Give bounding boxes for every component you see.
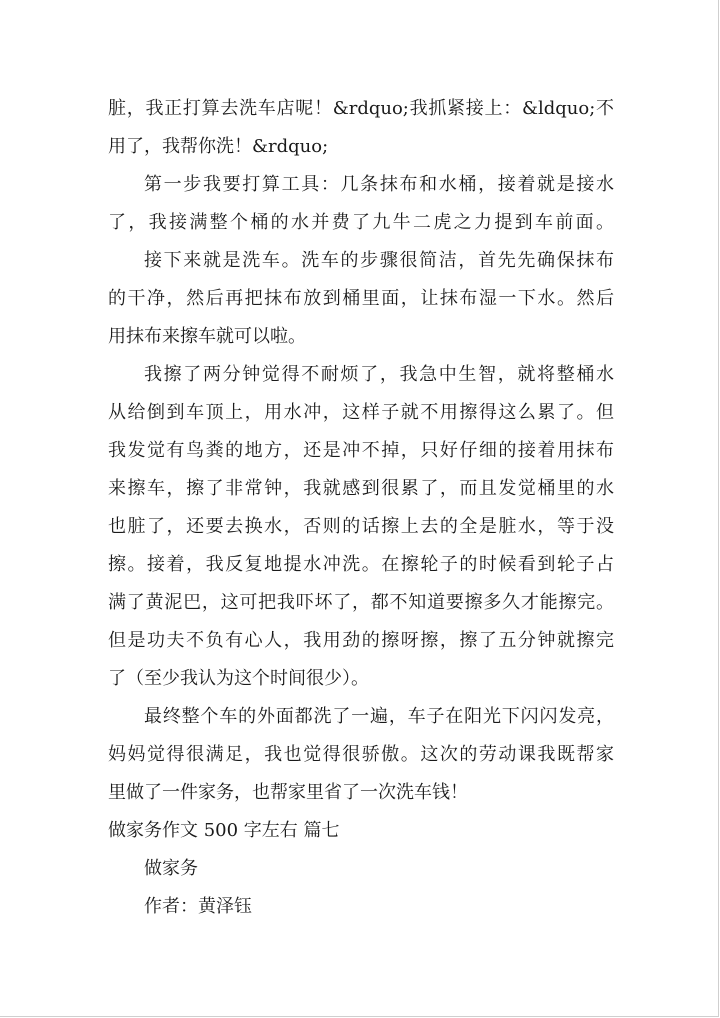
text-line: 擦。接着，我反复地提水冲洗。在擦轮子的时候看到轮子占 bbox=[108, 554, 614, 575]
text-line: 满了黄泥巴，这可把我吓坏了，都不知道要擦多久才能擦完。 bbox=[108, 592, 614, 613]
text-line: 我发觉有鸟粪的地方，还是冲不掉，只好仔细的接着用抹布 bbox=[108, 440, 614, 461]
text-line: 了，我接满整个桶的水并费了九牛二虎之力提到车前面。 bbox=[108, 212, 614, 233]
text-line: 妈妈觉得很满足，我也觉得很骄傲。这次的劳动课我既帮家 bbox=[108, 744, 614, 765]
text-line: 我擦了两分钟觉得不耐烦了，我急中生智，就将整桶水 bbox=[144, 364, 614, 385]
text-line: 里做了一件家务，也帮家里省了一次洗车钱！ bbox=[108, 782, 468, 803]
text-line: 来擦车，擦了非常钟，我就感到很累了，而且发觉桶里的水 bbox=[108, 478, 614, 499]
text-line: 用了，我帮你洗！&rdquo; bbox=[108, 136, 329, 157]
text-line: 用抹布来擦车就可以啦。 bbox=[108, 326, 306, 347]
text-line: 脏，我正打算去洗车店呢！&rdquo;我抓紧接上：&ldquo;不 bbox=[108, 98, 614, 119]
text-line: 也脏了，还要去换水，否则的话擦上去的全是脏水，等于没 bbox=[108, 516, 614, 537]
text-line: 了（至少我认为这个时间很少）。 bbox=[108, 668, 369, 689]
author-line: 作者：黄泽钰 bbox=[144, 896, 252, 917]
text-line: 从给倒到车顶上，用水冲，这样子就不用擦得这么累了。但 bbox=[108, 402, 614, 423]
text-line: 第一步我要打算工具：几条抹布和水桶，接着就是接水 bbox=[144, 174, 614, 195]
text-line: 的干净，然后再把抹布放到桶里面，让抹布湿一下水。然后 bbox=[108, 288, 614, 309]
section-heading: 做家务作文 500 字左右 篇七 bbox=[108, 820, 340, 841]
text-line: 但是功夫不负有心人，我用劲的擦呀擦，擦了五分钟就擦完 bbox=[108, 630, 614, 651]
document-body bbox=[108, 90, 614, 926]
text-line: 接下来就是洗车。洗车的步骤很简洁，首先先确保抹布 bbox=[144, 250, 614, 271]
text-line: 最终整个车的外面都洗了一遍，车子在阳光下闪闪发亮， bbox=[144, 706, 614, 727]
essay-title: 做家务 bbox=[144, 858, 198, 879]
